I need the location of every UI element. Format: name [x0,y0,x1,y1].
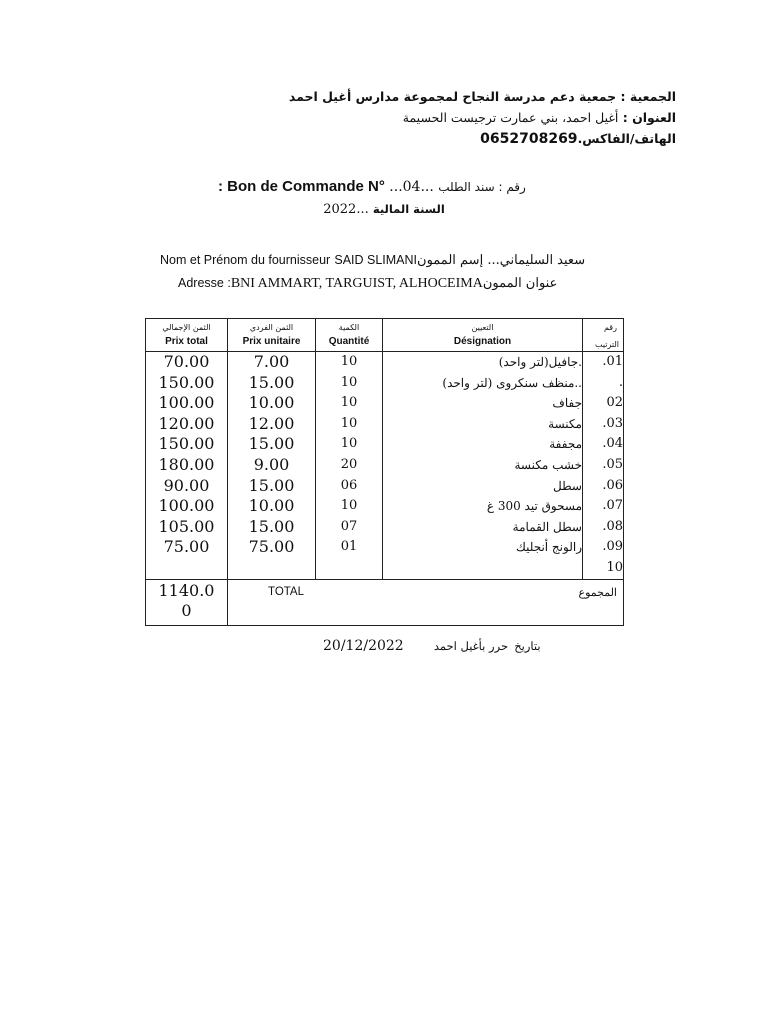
total-cell: 150.00 [158,372,215,392]
unit-price-cell: 15.00 [248,516,295,536]
total-cell: 75.00 [163,537,210,557]
fiscal-year-label: السنة المالية [372,202,445,216]
header-qty-ar: الكمية [338,323,360,332]
quantity-cell: 06 [340,477,358,493]
designation-cell: ..منظف سنكروى (لتر واحد) [442,375,582,390]
designation-cell: سطل [553,478,582,493]
table-body-row [146,352,624,580]
unit-price-cell: 7.00 [253,352,290,371]
unit-price-cell: 10.00 [248,393,295,413]
header-quantity [316,319,383,352]
supplier-name-value-fr: SAID SLIMANI [334,253,418,267]
designation-cell: مكنسة [548,416,582,431]
supplier-address-line [178,276,557,292]
grand-total-cell [146,579,228,625]
quantity-cell [316,558,382,579]
table-header-row [146,319,624,352]
phone-value: 0652708269 [480,131,578,147]
designation-cell: جفاف [552,396,582,411]
phone-line [480,131,676,147]
unit-price-cell [228,558,315,579]
header-desig-fr: Désignation [453,336,512,347]
unit-price-cell: 15.00 [248,434,295,454]
column-quantity [316,352,383,580]
designation-cell [383,558,582,579]
header-desig-ar: التعيين [471,323,494,332]
quantity-cell: 10 [340,354,358,369]
header-unit-fr: Prix unitaire [242,336,301,347]
total-cell: 70.00 [163,352,210,371]
header-unit-price [228,319,316,352]
total-label-ar: المجموع [578,585,617,599]
total-cell: 150.00 [158,434,215,454]
total-label-cell [228,579,624,625]
footer-line [323,638,541,654]
serial-cell: .07 [602,498,623,514]
total-cell: 105.00 [158,516,215,536]
address-value: أغيل احمد، بني عمارت ترجيست الحسيمة [402,110,619,125]
column-serial [583,352,624,580]
grand-total-line-2: 0 [181,601,192,621]
unit-price-cell: 15.00 [248,475,295,495]
header-total [146,319,228,352]
quantity-cell: 10 [340,415,358,431]
footer-place: حرر بأغيل احمد [433,639,509,653]
order-number-value: ...04... [389,179,434,195]
column-total [146,352,228,580]
quantity-cell: 10 [340,374,358,390]
unit-price-cell: 12.00 [248,413,295,433]
association-name: جمعية دعم مدرسة النجاح لمجموعة مدارس أغيل احمد [288,89,617,104]
designation-cell: رالونج أنجليك [515,540,582,555]
serial-cell: . [618,374,623,390]
supplier-address-label-ar: عنوان الممون [482,276,558,291]
supplier-name-label-fr: Nom et Prénom du fournisseur [160,253,331,267]
supplier-address-label-fr: Adresse : [178,276,231,290]
unit-price-cell: 15.00 [248,372,295,392]
header-total-ar: الثمن الإجمالي [162,323,211,332]
column-designation [383,352,583,580]
serial-cell: .01 [602,354,623,369]
header-serial-ar-1: رقم [603,323,617,332]
supplier-name-line [160,253,585,268]
serial-cell: .09 [602,539,623,555]
supplier-name-value-ar: سعيد السليماني... [487,253,586,268]
designation-cell: مسحوق تيد 300 غ [486,499,582,514]
header-designation [383,319,583,352]
total-cell: 90.00 [163,475,210,495]
quantity-cell: 10 [340,436,358,452]
header-unit-ar: الثمن الفردي [249,323,294,332]
order-label-fr: : Bon de Commande N° [218,178,385,195]
fiscal-year-line [0,202,768,217]
designation-cell: مجففة [549,437,582,452]
phone-label: الهاتف/الفاكس. [577,131,676,146]
total-cell: 100.00 [158,393,215,413]
association-line [289,89,676,104]
header-qty-fr: Quantité [328,336,370,347]
column-unit-price [228,352,316,580]
order-number-line-overlay [218,178,526,195]
total-cell [146,558,227,579]
serial-cell: .06 [602,477,623,493]
total-cell: 100.00 [158,496,215,516]
quantity-cell: 10 [340,395,358,411]
address-line [403,110,676,125]
designation-cell: سطل القمامة [512,519,582,534]
header-serial [583,319,624,352]
footer-date: 20/12/2022 [323,638,404,654]
header-total-fr: Prix total [165,336,208,347]
fiscal-year-value: ...2022 [323,202,369,217]
quantity-cell: 10 [340,498,358,514]
table-total-row [146,579,624,625]
header-serial-ar-2: الترتيب [595,340,619,349]
quantity-cell: 07 [340,518,358,534]
address-label: العنوان : [622,110,676,125]
grand-total-line-1: 1140.0 [158,580,215,600]
serial-cell: .04 [602,436,623,452]
footer-date-label: بتاريخ [514,639,541,653]
association-label: الجمعية : [620,89,676,104]
serial-cell: 10 [606,559,623,575]
order-label-ar: رقم : سند الطلب [438,180,526,194]
total-label-fr: TOTAL [268,585,304,598]
unit-price-cell: 9.00 [253,454,290,474]
quantity-cell: 01 [340,539,358,555]
quantity-cell: 20 [340,456,358,472]
serial-cell: .08 [602,518,623,534]
supplier-name-label-ar: إسم الممون [417,253,484,268]
total-cell: 180.00 [158,454,215,474]
designation-cell: .جافيل(لتر واحد) [498,355,582,369]
unit-price-cell: 10.00 [248,496,295,516]
supplier-address-value: BNI AMMART, TARGUIST, ALHOCEIMA [230,276,483,291]
serial-cell: 02 [606,395,623,411]
total-cell: 120.00 [158,413,215,433]
designation-cell: خشب مكنسة [514,457,582,472]
unit-price-cell: 75.00 [248,537,295,557]
serial-cell: .03 [602,415,623,431]
serial-cell: .05 [602,456,623,472]
order-table [145,318,624,626]
